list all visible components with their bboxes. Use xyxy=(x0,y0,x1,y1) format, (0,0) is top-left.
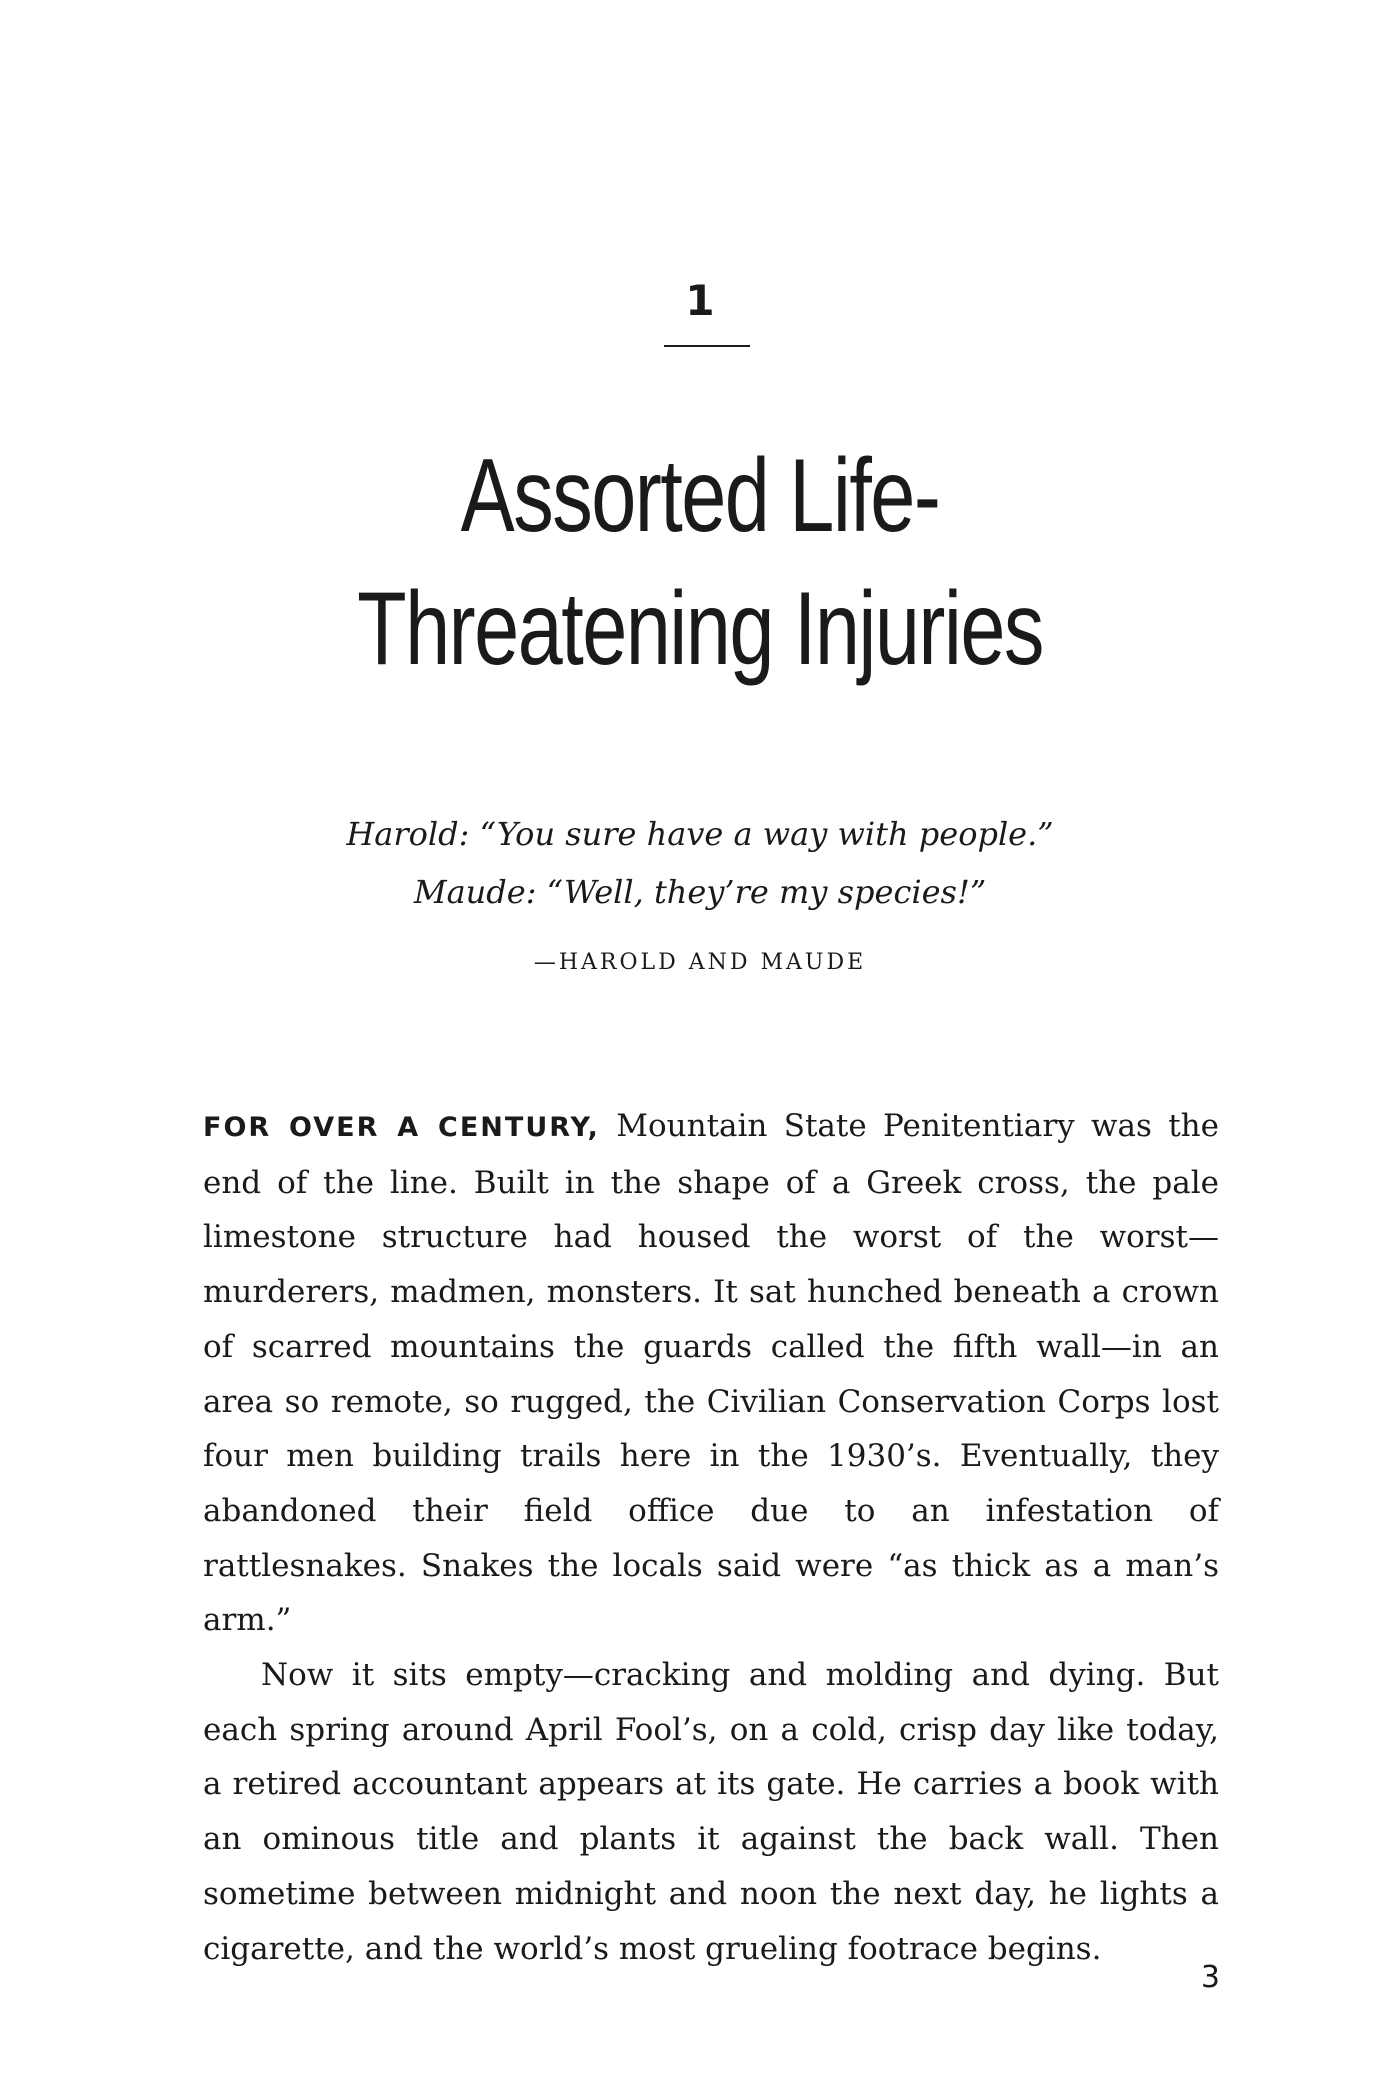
epigraph-attribution: —HAROLD AND MAUDE xyxy=(533,950,867,975)
paragraph-1 xyxy=(203,1099,1219,1648)
lead-in-text: FOR OVER A CENTURY, xyxy=(203,1112,600,1143)
epigraph xyxy=(0,805,1400,921)
body-text xyxy=(203,1099,1219,1976)
epigraph-line-2: Maude: “Well, they’re my species!” xyxy=(413,873,987,911)
epigraph-line-1: Harold: “You sure have a way with people.” xyxy=(346,815,1054,853)
chapter-divider-rule xyxy=(664,345,750,347)
paragraph-2: Now it sits empty—cracking and molding and dying. But each spring around April Fool’s, on a cold, crisp day like today, a retired accountant appears at its gate. He carries a book with an ominous title and plants it against the back wall. Then sometime between midnight and noon the next day, he lights a cigarette, and the world’s most grueling footrace begins. xyxy=(203,1657,1219,1967)
chapter-title-line-1: Assorted Life- xyxy=(460,438,940,554)
chapter-title xyxy=(154,430,1246,696)
paragraph-1-text: Mountain State Penitentiary was the end of the line. Built in the shape of a Greek cross, the pale limestone structure had housed the worst of the worst—murderers, madmen, monsters. It sat hunched beneath a crown of scarred mountains the guards called the fifth wall—in an area so remote, so rugged, the Civilian Conservation Corps lost four men building trails here in the 1930’s. Eventually, they abandoned their field office due to an infestation of rattlesnakes. Snakes the locals said were “as thick as a man’s arm.” xyxy=(203,1108,1219,1639)
chapter-title-line-2: Threatening Injuries xyxy=(357,571,1043,687)
chapter-number: 1 xyxy=(685,276,715,325)
page-number: 3 xyxy=(1200,1960,1220,1995)
